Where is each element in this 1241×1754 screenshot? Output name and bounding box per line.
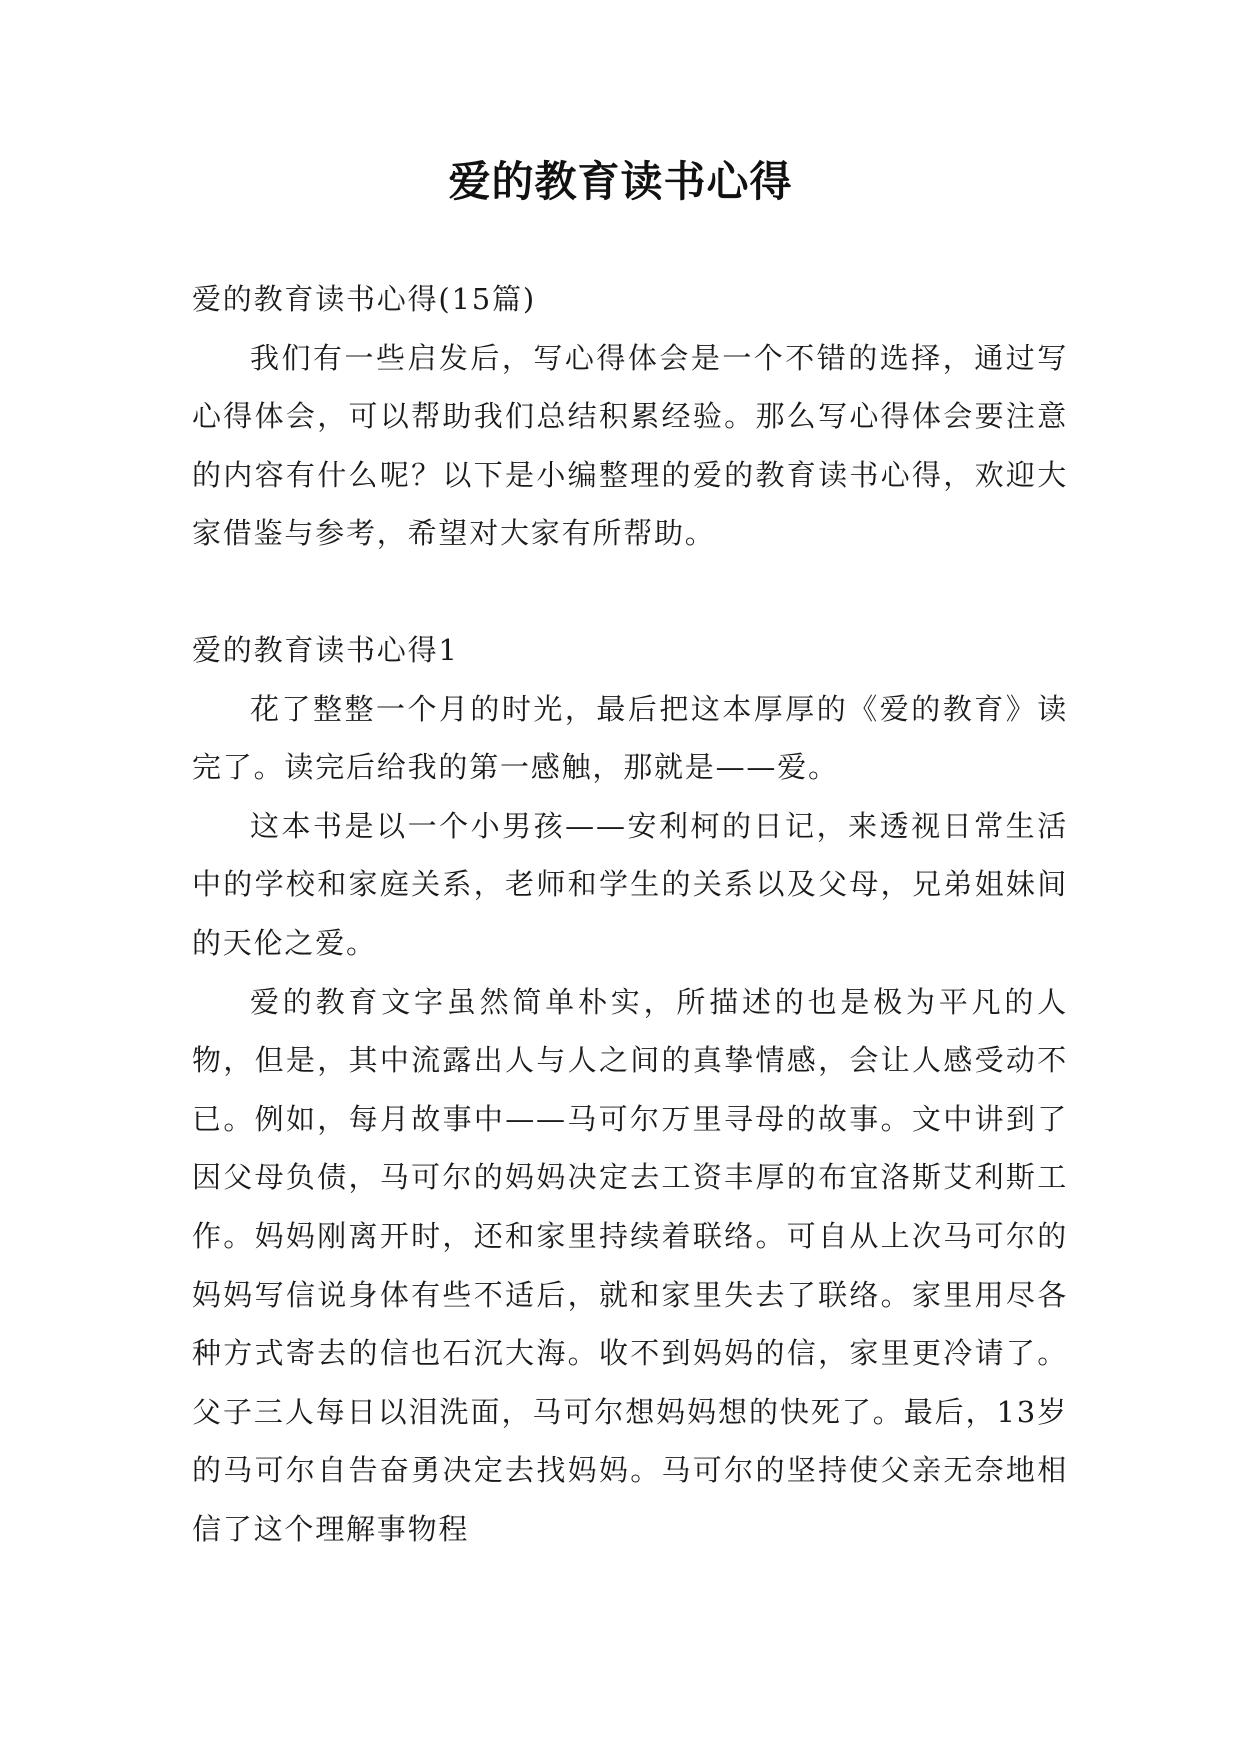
document-title: 爱的教育读书心得: [448, 157, 793, 206]
intro-paragraph: 我们有一些启发后，写心得体会是一个不错的选择，通过写心得体会，可以帮助我们总结积累经验。那么写心得体会要注意的内容有什么呢？以下是小编整理的爱的教育读书心得，欢迎大家借鉴与参考，希望对大家有所帮助。: [192, 340, 1068, 551]
document-body: [192, 270, 1068, 1558]
section-spacer: [192, 563, 1068, 621]
body-paragraph: 这本书是以一个小男孩——安利柯的日记，来透视日常生活中的学校和家庭关系，老师和学生的关系以及父母，兄弟姐妹间的天伦之爱。: [192, 808, 1068, 960]
collection-heading: 爱的教育读书心得(15篇): [192, 282, 536, 316]
section-heading: 爱的教育读书心得1: [192, 632, 459, 667]
body-paragraph: 爱的教育文字虽然简单朴实，所描述的也是极为平凡的人物，但是，其中流露出人与人之间的真挚情感，会让人感受动不已。例如，每月故事中——马可尔万里寻母的故事。文中讲到了因父母负债，马可尔的妈妈决定去工资丰厚的布宜洛斯艾利斯工作。妈妈刚离开时，还和家里持续着联络。可自从上次马可尔的妈妈写信说身体有些不适后，就和家里失去了联络。家里用尽各种方式寄去的信也石沉大海。收不到妈妈的信，家里更冷请了。父子三人每日以泪洗面，马可尔想妈妈想的快死了。最后，13岁的马可尔自告奋勇决定去找妈妈。马可尔的坚持使父亲无奈地相信了这个理解事物程: [192, 984, 1068, 1546]
body-paragraph: 花了整整一个月的时光，最后把这本厚厚的《爱的教育》读完了。读完后给我的第一感触，那就是——爱。: [192, 691, 1068, 785]
